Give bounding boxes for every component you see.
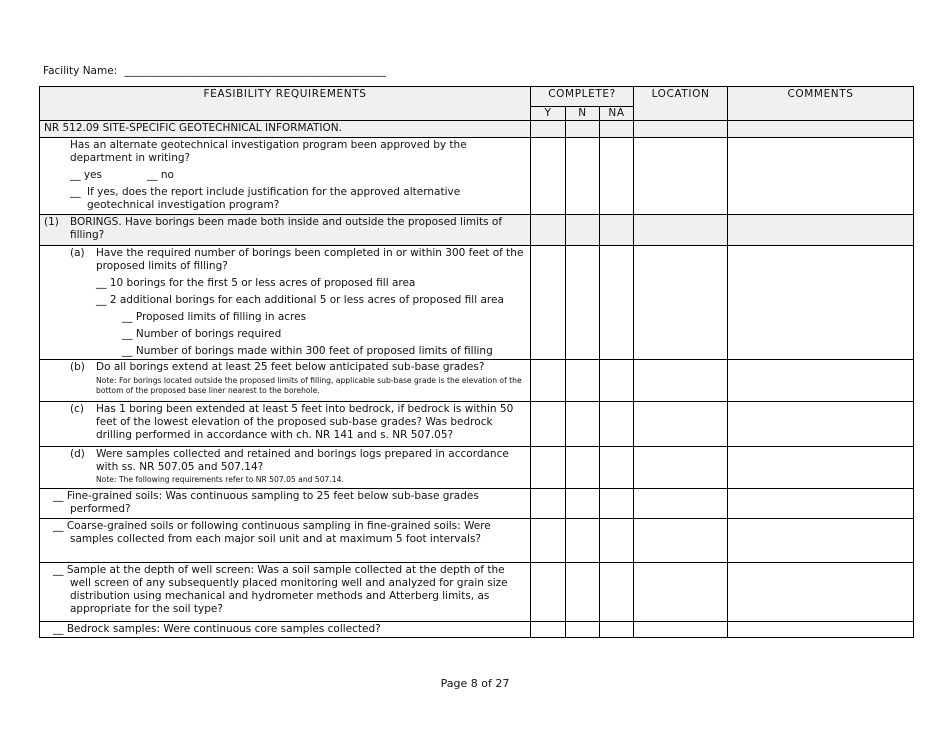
item-b-text: Do all borings extend at least 25 feet below anticipated sub-base grades? bbox=[96, 361, 485, 373]
cell-location[interactable] bbox=[634, 563, 728, 622]
cell-y[interactable] bbox=[531, 138, 566, 215]
borings-number: (1) bbox=[44, 216, 59, 228]
item-a-text: Have the required number of borings been completed in or within 300 feet of the proposed limits of filling? bbox=[96, 247, 524, 272]
alt-followup: If yes, does the report include justification for the approved alternative geotechnical investigation program? bbox=[87, 186, 461, 211]
table-row bbox=[40, 622, 914, 638]
cell-n[interactable] bbox=[566, 563, 600, 622]
cell-location[interactable] bbox=[634, 121, 728, 138]
cell-location[interactable] bbox=[634, 138, 728, 215]
n-header: N bbox=[566, 107, 600, 121]
cell-n[interactable] bbox=[566, 519, 600, 563]
cell-n[interactable] bbox=[566, 447, 600, 489]
item-c-text: Has 1 boring been extended at least 5 feet into bedrock, if bedrock is within 50 feet of the lowest elevation of the proposed sub-base grades? Was bedrock drilling performed in accordance with ch. NR 141 and s. NR 507.05? bbox=[96, 403, 514, 441]
alt-options bbox=[44, 169, 526, 182]
d-coarse-grained: __ Coarse-grained soils or following continuous sampling in fine-grained soils: Were samples collected from each major soil unit and at maximum 5 foot intervals? bbox=[53, 520, 491, 545]
item-d-label: (d) bbox=[70, 448, 85, 460]
cell-n[interactable] bbox=[566, 246, 600, 360]
cell-comments[interactable] bbox=[728, 360, 914, 402]
cell-y[interactable] bbox=[531, 519, 566, 563]
cell-na[interactable] bbox=[600, 447, 634, 489]
table-row bbox=[40, 519, 914, 563]
alt-followup-blank[interactable]: __ bbox=[70, 186, 81, 198]
cell-location[interactable] bbox=[634, 519, 728, 563]
d-fine-grained: __ Fine-grained soils: Was continuous sampling to 25 feet below sub-base grades performed? bbox=[53, 490, 479, 515]
cell-na[interactable] bbox=[600, 215, 634, 246]
table-row bbox=[40, 563, 914, 622]
cell-comments[interactable] bbox=[728, 215, 914, 246]
cell-location[interactable] bbox=[634, 246, 728, 360]
cell-y[interactable] bbox=[531, 563, 566, 622]
table-row bbox=[40, 121, 914, 138]
table-row bbox=[40, 138, 914, 215]
cell-y[interactable] bbox=[531, 622, 566, 638]
section-title: NR 512.09 SITE-SPECIFIC GEOTECHNICAL INFORMATION. bbox=[40, 121, 531, 138]
cell-n[interactable] bbox=[566, 402, 600, 447]
cell-y[interactable] bbox=[531, 489, 566, 519]
cell-comments[interactable] bbox=[728, 447, 914, 489]
cell-location[interactable] bbox=[634, 360, 728, 402]
item-d-text: Were samples collected and retained and borings logs prepared in accordance with ss. NR 507.05 and 507.14? bbox=[96, 448, 509, 473]
cell-location[interactable] bbox=[634, 402, 728, 447]
item-c-label: (c) bbox=[70, 403, 84, 415]
cell-comments[interactable] bbox=[728, 563, 914, 622]
table-row bbox=[40, 447, 914, 489]
item-b-note: Note: For borings located outside the proposed limits of filling, applicable sub-base grade is the elevation of the bottom of the proposed base liner nearest to the borehole. bbox=[96, 376, 522, 395]
y-header: Y bbox=[531, 107, 566, 121]
cell-y[interactable] bbox=[531, 246, 566, 360]
cell-n[interactable] bbox=[566, 360, 600, 402]
cell-na[interactable] bbox=[600, 622, 634, 638]
item-a-label: (a) bbox=[70, 247, 85, 259]
cell-na[interactable] bbox=[600, 489, 634, 519]
alt-no[interactable]: __ no bbox=[147, 169, 174, 181]
cell-comments[interactable] bbox=[728, 402, 914, 447]
cell-y[interactable] bbox=[531, 447, 566, 489]
cell-comments[interactable] bbox=[728, 489, 914, 519]
cell-comments[interactable] bbox=[728, 246, 914, 360]
cell-na[interactable] bbox=[600, 563, 634, 622]
cell-location[interactable] bbox=[634, 215, 728, 246]
cell-y[interactable] bbox=[531, 402, 566, 447]
complete-header: COMPLETE? bbox=[531, 87, 634, 107]
item-b-label: (b) bbox=[70, 361, 85, 373]
cell-y[interactable] bbox=[531, 121, 566, 138]
cell-na[interactable] bbox=[600, 402, 634, 447]
cell-comments[interactable] bbox=[728, 138, 914, 215]
alt-yes[interactable]: __ yes bbox=[70, 169, 102, 181]
item-a-sub-3: __ Number of borings made within 300 feet of proposed limits of filling bbox=[122, 345, 493, 357]
facility-name-line[interactable]: ________________________________________________ bbox=[124, 65, 387, 77]
cell-n[interactable] bbox=[566, 215, 600, 246]
na-header: NA bbox=[600, 107, 634, 121]
cell-comments[interactable] bbox=[728, 121, 914, 138]
d-well-screen: __ Sample at the depth of well screen: Was a soil sample collected at the depth of the well screen of any subsequently placed monitoring well and analyzed for grain size distribution using mechanical and hydrometer methods and Atterberg limits, as appropriate for the soil type? bbox=[53, 564, 508, 615]
table-row bbox=[40, 360, 914, 402]
cell-na[interactable] bbox=[600, 121, 634, 138]
location-header: LOCATION bbox=[634, 87, 728, 121]
cell-n[interactable] bbox=[566, 622, 600, 638]
table-row bbox=[40, 402, 914, 447]
cell-n[interactable] bbox=[566, 138, 600, 215]
cell-na[interactable] bbox=[600, 360, 634, 402]
cell-comments[interactable] bbox=[728, 622, 914, 638]
item-a-sub-1: __ Proposed limits of filling in acres bbox=[122, 311, 307, 323]
cell-na[interactable] bbox=[600, 246, 634, 360]
cell-location[interactable] bbox=[634, 489, 728, 519]
item-a-option-1: __ 10 borings for the first 5 or less acres of proposed fill area bbox=[96, 277, 416, 289]
alt-followup-row bbox=[44, 186, 526, 212]
item-d-note: Note: The following requirements refer to NR 507.05 and 507.14. bbox=[96, 475, 344, 484]
facility-name-label: Facility Name: bbox=[43, 65, 118, 77]
cell-location[interactable] bbox=[634, 622, 728, 638]
cell-y[interactable] bbox=[531, 360, 566, 402]
cell-comments[interactable] bbox=[728, 519, 914, 563]
item-a-sub-2: __ Number of borings required bbox=[122, 328, 282, 340]
page-number: Page 8 of 27 bbox=[440, 677, 510, 690]
borings-text: BORINGS. Have borings been made both inside and outside the proposed limits of filling? bbox=[70, 216, 503, 241]
feasibility-table bbox=[39, 86, 914, 638]
item-a-option-2: __ 2 additional borings for each additional 5 or less acres of proposed fill area bbox=[96, 294, 504, 306]
feasibility-requirements-header: FEASIBILITY REQUIREMENTS bbox=[40, 87, 531, 121]
cell-n[interactable] bbox=[566, 121, 600, 138]
cell-na[interactable] bbox=[600, 519, 634, 563]
facility-name-field bbox=[43, 65, 386, 77]
table-row bbox=[40, 489, 914, 519]
table-row bbox=[40, 215, 914, 246]
cell-na[interactable] bbox=[600, 138, 634, 215]
cell-n[interactable] bbox=[566, 489, 600, 519]
cell-y[interactable] bbox=[531, 215, 566, 246]
d-bedrock: __ Bedrock samples: Were continuous core samples collected? bbox=[53, 623, 381, 635]
alt-question: Has an alternate geotechnical investigation program been approved by the department in writing? bbox=[70, 139, 467, 164]
cell-location[interactable] bbox=[634, 447, 728, 489]
comments-header: COMMENTS bbox=[728, 87, 914, 121]
table-row bbox=[40, 246, 914, 360]
